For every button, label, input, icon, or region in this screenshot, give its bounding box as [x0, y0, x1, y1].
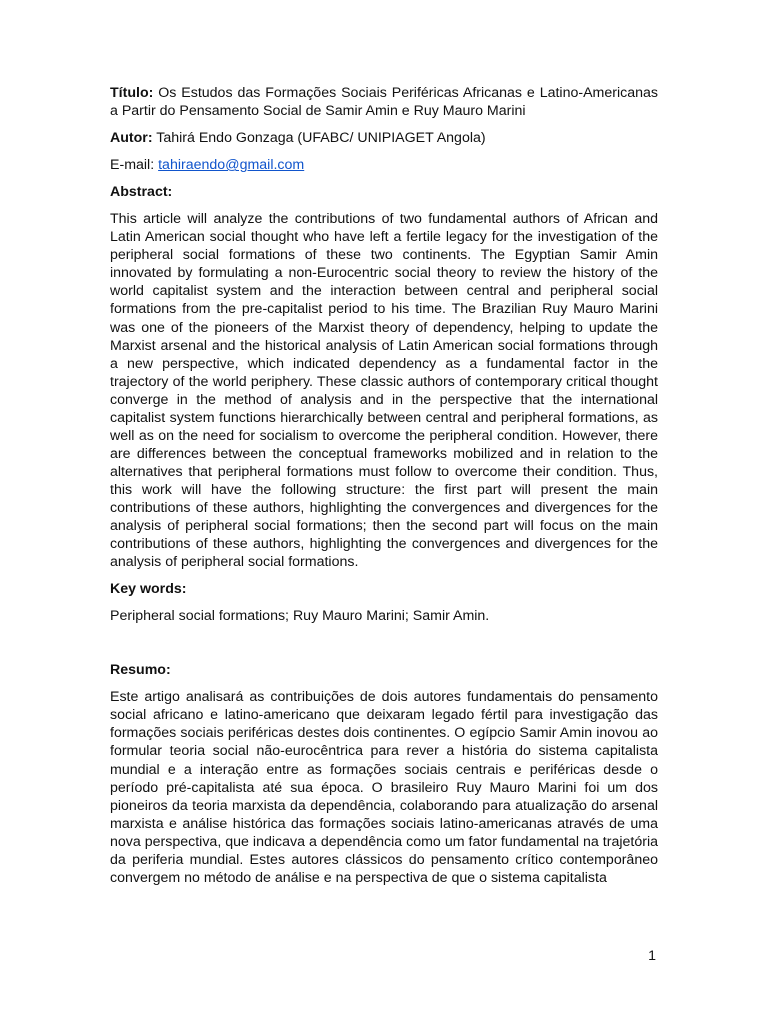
abstract-body: This article will analyze the contributions of two fundamental authors of African and Latin American social thought who have left a fertile legacy for the investigation of the peripheral social formations of these two continents. The Egyptian Samir Amin innovated by formulating a non-Eurocentric social theory to review the history of the world capitalist system and the interaction between central and peripheral social formations from the pre-capitalist period to his time. The Brazilian Ruy Mauro Marini was one of the pioneers of the Marxist theory of dependency, helping to update the Marxist arsenal and the historical analysis of Latin American social formations through a new perspective, which indicated dependency as a fundamental factor in the trajectory of the world periphery. These classic authors of contemporary critical thought converge in the method of analysis and in the perspective that the international capitalist system functions hierarchically between central and peripheral formations, as well as on the need for socialism to overcome the peripheral condition. However, there are differences between the conceptual frameworks mobilized and in relation to the alternatives that peripheral formations must follow to overcome their condition. Thus, this work will have the following structure: the first part will present the main contributions of these authors, highlighting the convergences and divergences for the analysis of peripheral social formations; then the second part will focus on the main contributions of these authors, highlighting the convergences and divergences for the analysis of peripheral social formations. [110, 211, 658, 571]
email-line [110, 156, 658, 174]
keywords-heading: Key words: [110, 581, 187, 598]
document-page [110, 84, 658, 887]
resumo-heading: Resumo: [110, 662, 171, 679]
section-spacer [110, 634, 658, 661]
title-line [110, 84, 658, 120]
resumo-body: Este artigo analisará as contribuições de dois autores fundamentais do pensamento social africano e latino-americano que deixaram legado fértil para investigação das formações sociais periféricas destes dois continentes. O egípcio Samir Amin inovou ao formular teoria social não-eurocêntrica para rever a história do sistema capitalista mundial e a interação entre as formações sociais centrais e periféricas desde o período pré-capitalista até sua época. O brasileiro Ruy Mauro Marini foi um dos pioneiros da teoria marxista da dependência, colaborando para atualização do arsenal marxista e análise histórica das formações sociais latino-americanas através de uma nova perspectiva, que indicava a dependência como um fator fundamental na trajetória da periferia mundial. Estes autores clássicos do pensamento crítico contemporâneo convergem no método de análise e na perspectiva de que o sistema capitalista [110, 689, 658, 886]
abstract-heading: Abstract: [110, 184, 173, 201]
email-link[interactable]: tahiraendo@gmail.com [158, 157, 305, 174]
email-label: E-mail: [110, 157, 155, 174]
title-text: Os Estudos das Formações Sociais Periféricas Africanas e Latino-Americanas a Partir do Pensamento Social de Samir Amin e Ruy Mauro Marini [110, 85, 658, 120]
author-label: Autor: [110, 130, 153, 147]
author-line [110, 129, 658, 147]
page-number: 1 [648, 948, 656, 964]
author-text: Tahirá Endo Gonzaga (UFABC/ UNIPIAGET Angola) [156, 130, 486, 147]
title-label: Título: [110, 85, 154, 101]
keywords-body: Peripheral social formations; Ruy Mauro Marini; Samir Amin. [110, 608, 490, 625]
